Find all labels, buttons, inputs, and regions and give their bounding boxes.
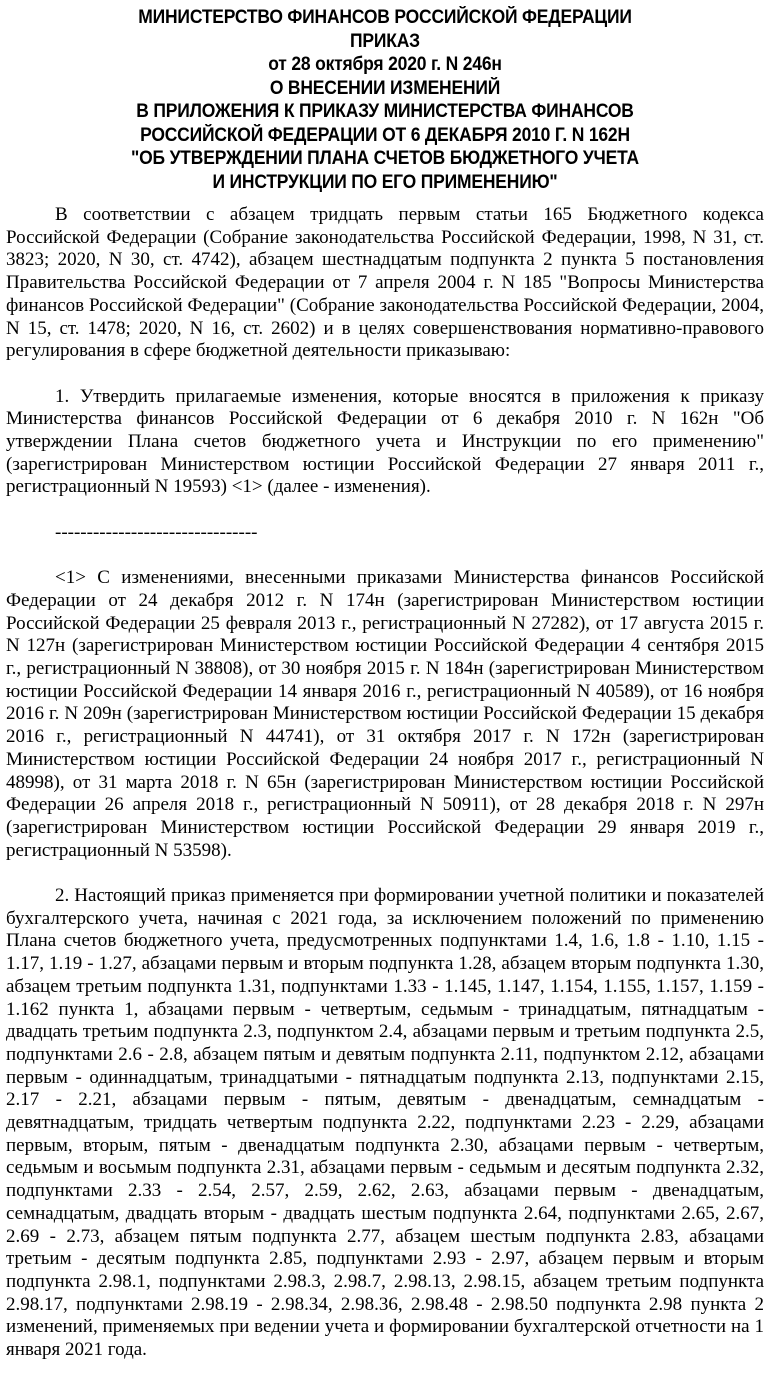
item-1-paragraph: 1. Утвердить прилагаемые изменения, которые вносятся в приложения к приказу Министерства финансов Российской Федерации от 6 декабря 2010 г. N 162н "Об утверждении Плана счетов бюджетного учета и Инструкции по его применению" (зарегистрирован Министерством юстиции Российской Федерации 27 января 2011 г., регистрационный N 19593) <1> (далее - изменения).: [6, 385, 764, 498]
item-2-paragraph: 2. Настоящий приказ применяется при формировании учетной политики и показателей бухгалтерского учета, начиная с 2021 года, за исключением положений по применению Плана счетов бюджетного учета, предусмотренных подпунктами 1.4, 1.6, 1.8 - 1.10, 1.15 - 1.17, 1.19 - 1.27, абзацами первым и вторым подпункта 1.28, абзацем вторым подпункта 1.30, абзацем третьим подпункта 1.31, подпунктами 1.33 - 1.145, 1.147, 1.154, 1.155, 1.157, 1.159 - 1.162 пункта 1, абзацами первым - четвертым, седьмым - тринадцатым, пятнадцатым - двадцать третьим подпункта 2.3, подпунктом 2.4, абзацами первым и третьим подпункта 2.5, подпунктами 2.6 - 2.8, абзацем пятым и девятым подпункта 2.11, подпунктом 2.12, абзацами первым - одиннадцатым, тринадцатыми - пятнадцатым подпункта 2.13, подпунктами 2.15, 2.17 - 2.21, абзацами первым - пятым, девятым - двенадцатым, семнадцатым - девятнадцатым, тридцать четвертым подпункта 2.22, подпунктами 2.23 - 2.29, абзацами первым, вторым, пятым - двенадцатым подпункта 2.30, абзацами первым - четвертым, седьмым и восьмым подпункта 2.31, абзацами первым - седьмым и десятым подпункта 2.32, подпунктами 2.33 - 2.54, 2.57, 2.59, 2.62, 2.63, абзацами первым - двенадцатым, семнадцатым, двадцать вторым - двадцать шестым подпункта 2.64, подпунктами 2.65, 2.67, 2.69 - 2.73, абзацем пятым подпункта 2.77, абзацем шестым подпункта 2.83, абзацами третьим - десятым подпункта 2.85, подпунктами 2.93 - 2.97, абзацем первым и вторым подпункта 2.98.1, подпунктами 2.98.3, 2.98.7, 2.98.13, 2.98.15, абзацем третьим подпункта 2.98.17, подпунктами 2.98.19 - 2.98.34, 2.98.36, 2.98.48 - 2.98.50 подпункта 2.98 пункта 2 изменений, применяемых при ведении учета и формировании бухгалтерской отчетности на 1 января 2021 года.: [6, 885, 764, 1361]
order-subject-line-1: О ВНЕСЕНИИ ИЗМЕНЕНИЙ: [269, 77, 501, 99]
document-body: [6, 204, 764, 1384]
document-header: [0, 6, 770, 194]
order-subject-line-4: "ОБ УТВЕРЖДЕНИИ ПЛАНА СЧЕТОВ БЮДЖЕТНОГО УЧЕТА: [131, 148, 639, 169]
order-type: ПРИКАЗ: [350, 30, 420, 52]
preamble-paragraph: В соответствии с абзацем тридцать первым статьи 165 Бюджетного кодекса Российской Федерации (Собрание законодательства Российской Федерации, 1998, N 31, ст. 3823; 2020, N 30, ст. 4742), абзацем шестнадцатым подпункта 2 пункта 5 постановления Правительства Российской Федерации от 7 апреля 2004 г. N 185 "Вопросы Министерства финансов Российской Федерации" (Собрание законодательства Российской Федерации, 2004, N 15, ст. 1478; 2020, N 16, ст. 2602) и в целях совершенствования нормативно-правового регулирования в сфере бюджетной деятельности приказываю:: [6, 204, 764, 362]
order-subject-line-2: В ПРИЛОЖЕНИЯ К ПРИКАЗУ МИНИСТЕРСТВА ФИНАНСОВ: [136, 101, 634, 122]
order-subject-line-3: РОССИЙСКОЙ ФЕДЕРАЦИИ ОТ 6 ДЕКАБРЯ 2010 Г. N 162Н: [140, 124, 630, 146]
ministry-title: МИНИСТЕРСТВО ФИНАНСОВ РОССИЙСКОЙ ФЕДЕРАЦИИ: [138, 7, 632, 28]
footnote-separator: --------------------------------: [55, 521, 258, 543]
order-date-number: от 28 октября 2020 г. N 246н: [268, 54, 502, 75]
footnote-1-paragraph: <1> С изменениями, внесенными приказами Министерства финансов Российской Федерации от 24 декабря 2012 г. N 174н (зарегистрирован Министерством юстиции Российской Федерации 25 февраля 2013 г., регистрационный N 27282), от 17 августа 2015 г. N 127н (зарегистрирован Министерством юстиции Российской Федерации 4 сентября 2015 г., регистрационный N 38808), от 30 ноября 2015 г. N 184н (зарегистрирован Министерством юстиции Российской Федерации 14 января 2016 г., регистрационный N 40589), от 16 ноября 2016 г. N 209н (зарегистрирован Министерством юстиции Российской Федерации 15 декабря 2016 г., регистрационный N 44741), от 31 октября 2017 г. N 172н (зарегистрирован Министерством юстиции Российской Федерации 24 ноября 2017 г., регистрационный N 48998), от 31 марта 2018 г. N 65н (зарегистрирован Министерством юстиции Российской Федерации 26 апреля 2018 г., регистрационный N 50911), от 28 декабря 2018 г. N 297н (зарегистрирован Министерством юстиции Российской Федерации 29 января 2019 г., регистрационный N 53598).: [6, 567, 764, 861]
order-subject-line-5: И ИНСТРУКЦИИ ПО ЕГО ПРИМЕНЕНИЮ": [212, 171, 558, 193]
